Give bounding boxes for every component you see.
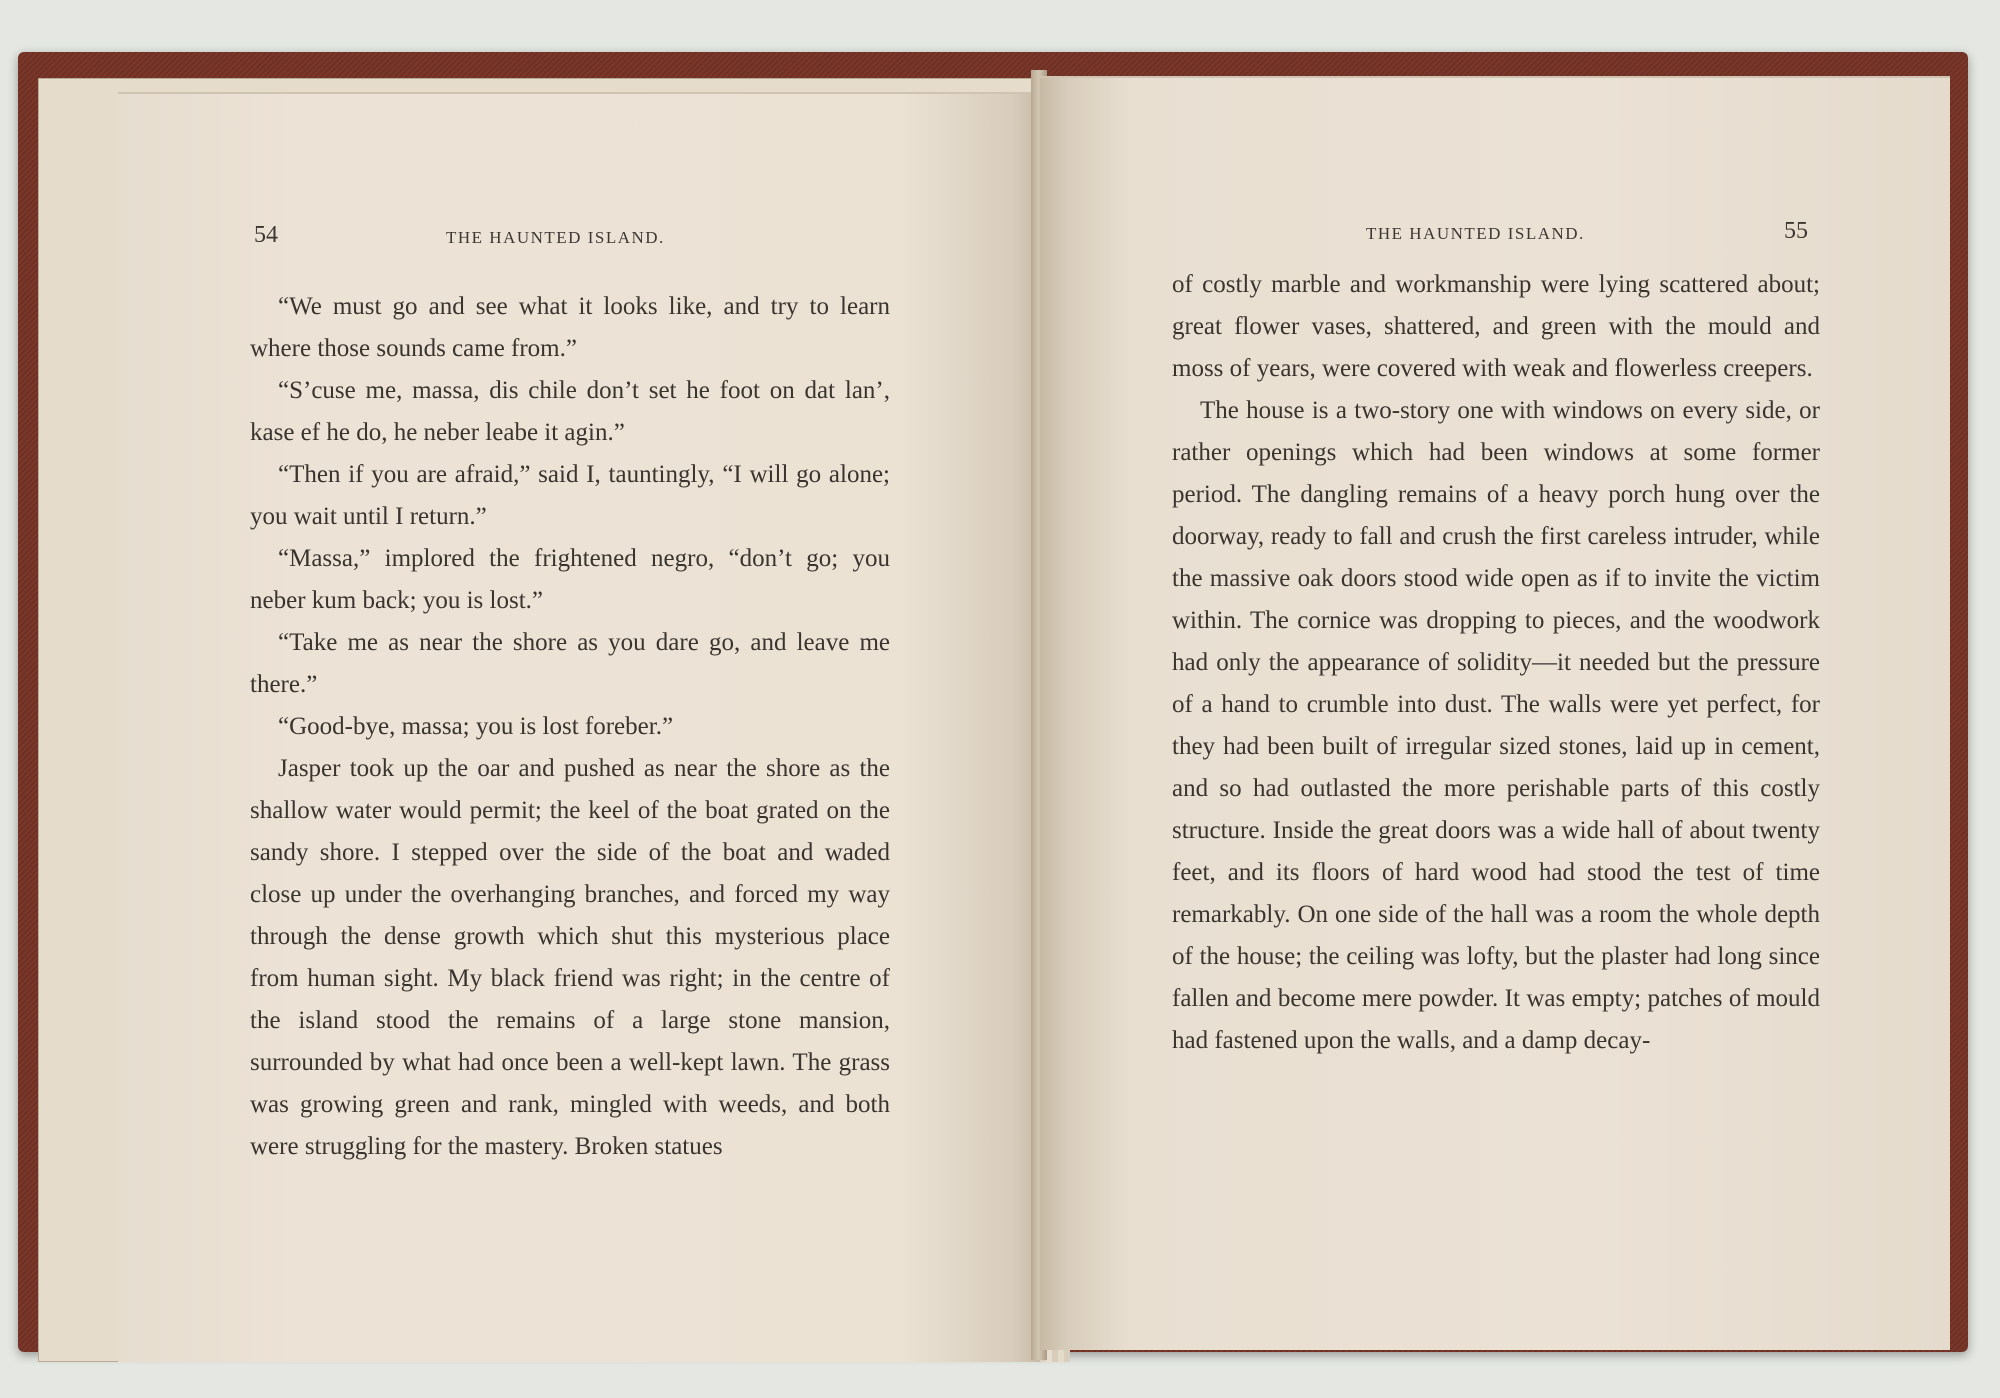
paragraph: Jasper took up the oar and pushed as near the shore as the shallow water would permit; the keel of the boat grated on the sandy shore. I stepped over the side of the boat and waded close up under the overhanging branches, and forced my way through the dense growth which shut this mysterious place from human sight. My black friend was right; in the centre of the island stood the remains of a large stone mansion, surrounded by what had once been a well-kept lawn. The grass was growing green and rank, mingled with weeds, and both were struggling for the mastery. Broken statues [250,755,890,1160]
right-running-head: THE HAUNTED ISLAND. [1366,224,1585,243]
paragraph: of costly marble and workmanship were lying scattered about; great flower vases, shattered, and green with the mould and moss of years, were covered with weak and flowerless creepers. [1172,271,1820,382]
paragraph: “Massa,” implored the frightened negro, “don’t go; you neber kum back; you is lost.” [250,545,890,614]
right-page-number: 55 [1784,218,1808,244]
left-running-head: THE HAUNTED ISLAND. [446,228,665,247]
paragraph: “Good-bye, massa; you is lost foreber.” [278,713,674,740]
right-page [1040,76,1950,1350]
left-text-block [250,286,890,1168]
paragraph: “Take me as near the shore as you dare go, and leave me there.” [250,629,890,698]
right-text-block [1172,264,1820,1062]
left-page-number: 54 [254,222,278,248]
paragraph: “Then if you are afraid,” said I, tauntingly, “I will go alone; you wait until I return.” [250,461,890,530]
paragraph: “We must go and see what it looks like, and try to learn where those sounds came from.” [250,293,890,362]
paragraph: The house is a two-story one with windows on every side, or rather openings which had been windows at some former period. The dangling remains of a heavy porch hung over the doorway, ready to fall and crush the first careless intruder, while the massive oak doors stood wide open as if to invite the victim within. The cornice was dropping to pieces, and the woodwork had only the appearance of solidity—it needed but the pressure of a hand to crumble into dust. The walls were yet perfect, for they had been built of irregular sized stones, laid up in cement, and so had outlasted the more perishable parts of this costly structure. Inside the great doors was a wide hall of about twenty feet, and its floors of hard wood had stood the test of time remarkably. On one side of the hall was a room the whole depth of the house; the ceiling was lofty, but the plaster had long since fallen and become mere powder. It was empty; patches of mould had fastened upon the walls, and a damp decay- [1172,397,1820,1054]
paragraph: “S’cuse me, massa, dis chile don’t set he foot on dat lan’, kase ef he do, he neber leabe it agin.” [250,377,890,446]
left-page [118,92,1040,1362]
